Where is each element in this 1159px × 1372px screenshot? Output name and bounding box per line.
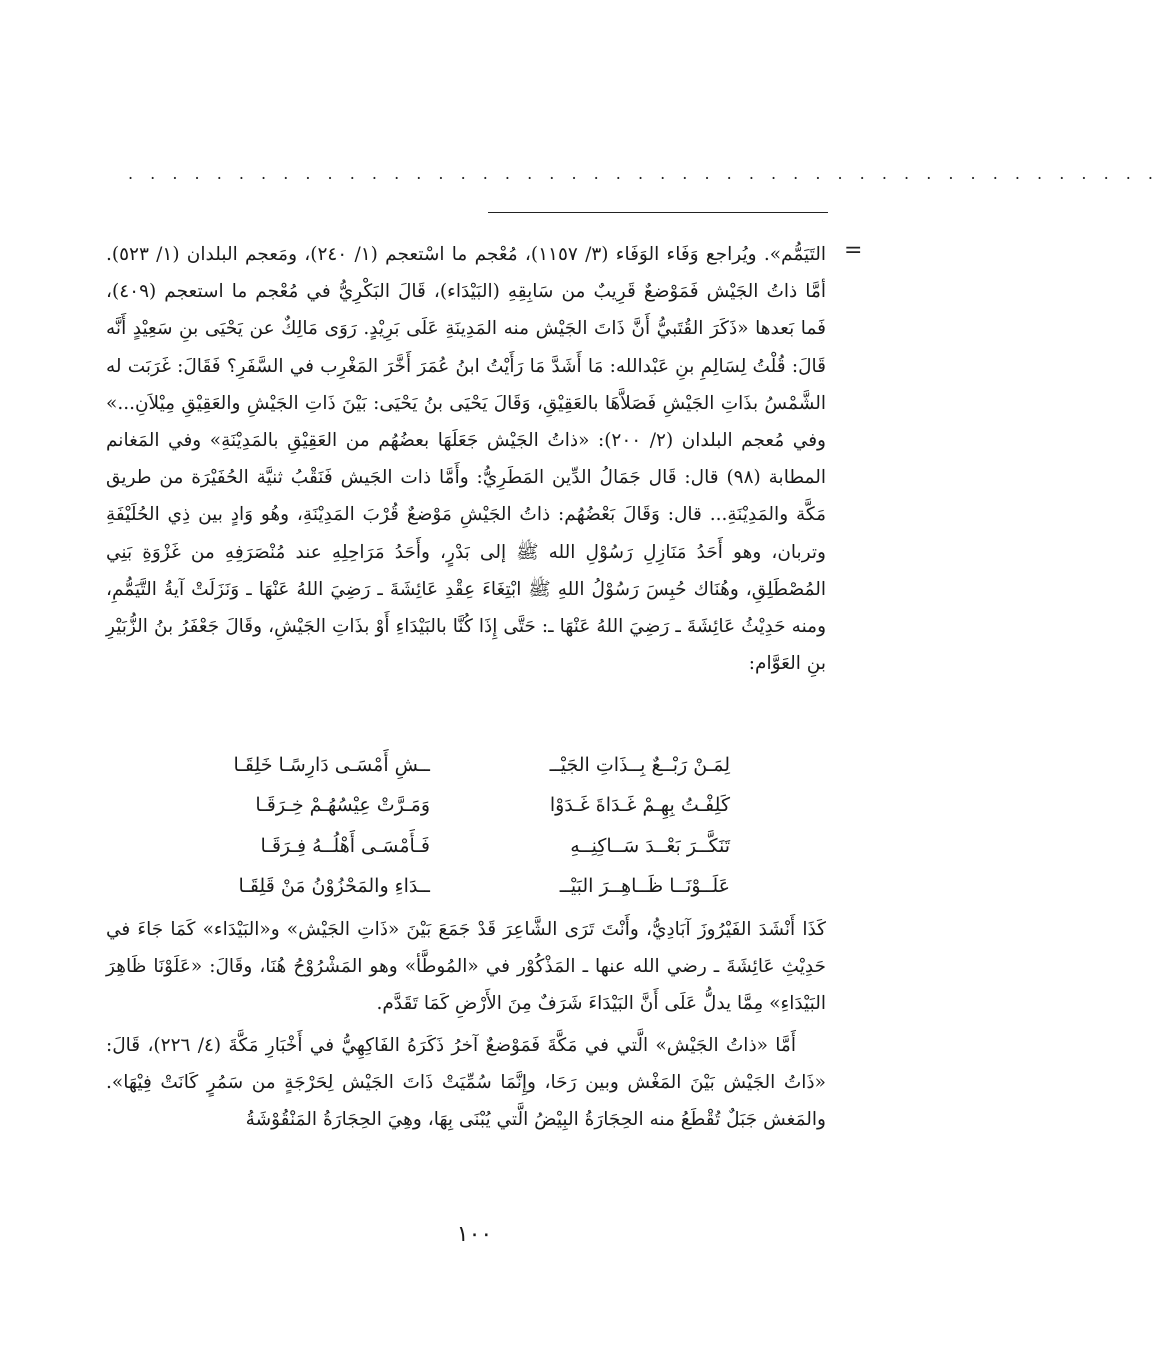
verse-second-hemistich: فَـأَمْسَـى أَهْلُــهُ فِـرَقَـا [260, 835, 430, 857]
verse-second-hemistich: وَمَـرَّتْ عِيْسُهُـمْ خِـرَقَـا [255, 794, 430, 816]
verse-line [180, 867, 730, 905]
verse-first-hemistich: كَلِفْـتُ بِهِـمْ غَـدَاةَ غَـدَوْا [549, 794, 730, 816]
verse-first-hemistich: تَنَكَّــرَ بَعْــدَ سَــاكِنِــهِ [570, 835, 730, 857]
separator-dots: . . . . . . . . . . . . . . . . . . . . . . . . . . . . . . . . . . . . . . . . . . . . . . . [128, 164, 1159, 183]
footnote-body-continued [106, 911, 826, 1138]
continuation-mark: = [844, 238, 863, 263]
verse-line [180, 827, 730, 865]
verse-line [180, 746, 730, 784]
verse-first-hemistich: عَلَــوْنَــا ظَــاهِــرَ البَيْــ [559, 875, 730, 897]
page-number: ١٠٠ [456, 1222, 493, 1247]
verse-line [180, 786, 730, 824]
verse-first-hemistich: لِمَـنْ رَبْــعٌ بِــذَاتِ الجَيْــ [549, 754, 730, 776]
footnote-body [106, 236, 826, 682]
footnote-paragraph: التَيَمُّم». ويُراجع وَفَاء الوَفَاء (٣/ ١١٥٧)، مُعْجم ما اسْتعجم (١/ ٢٤٠)، ومَعجم البلدان (١/ ٥٢٣). أمَّا ذاتُ الجَيْش فَمَوْضعٌ قَرِيبٌ من سَابِقِهِ (البَيْدَاء)، قَالَ البَكْرِيُّ في مُعْجم ما استعجم (٤٠٩)، فَما بَعدها «ذَكَرَ القُتَبيُّ أَنَّ ذَاتَ الجَيْش منه المَدِينَةِ عَلَى بَرِيْدٍ. رَوَى مَالِكٌ عن يَحْيَى بنِ سَعِيْدٍ أَنَّه قَالَ: قُلْتُ لِسَالِمِ بنِ عَبْدالله: مَا أَشَدَّ مَا رَأَيْتُ ابنُ عُمَرَ أَخَّرَ المَغْرِب في السَّفَرِ؟ فَقَالَ: غَرَبَت له الشَّمْسُ بذَاتِ الجَيْشِ فَصَلاَّهَا بالعَقِيْقِ، وَقَالَ يَحْيَى بنُ يَحْيَى: بَيْنَ ذَاتِ الجَيْشِ والعَقِيْقِ مِيْلاَنِ...» وفي مُعجم البلدان (٢/ ٢٠٠): «ذاتُ الجَيْش جَعَلَهَا بعضُهُم من العَقِيْقِ بالمَدِيْنَةِ» وفي المَغانم المطابة (٩٨) قال: قَال جَمَالُ الدِّين المَطَرِيُّ: وأَمَّا ذات الجَيش فَنَقْبُ ثنيَّة الحُفَيْرَة من طريق مَكَّة والمَدِيْنَةِ... قال: وَقَالَ بَعْضُهُم: ذاتُ الجَيْشِ مَوْضعٌ قُرْبَ المَدِيْنَةِ، وهُو وَادٍ بين ذِي الحُلَيْفَةِ وتربان، وهو أَحَدُ مَنَازِلِ رَسُوْلِ الله ﷺ إلى بَدْرٍ، وأَحَدُ مَرَاحِلِهِ عند مُنْصَرَفِهِ من غَزْوَةِ بَنِي المُصْطَلِقِ، وهُنَاك حُبِسَ رَسُوْلُ اللهِ ﷺ ابْتِغَاءَ عِقْدِ عَائِشَةَ ـ رَضِيَ اللهُ عَنْهَا ـ وَنَزَلَتْ آيةُ التَّيَمُّمِ، ومنه حَدِيْثُ عَائِشَةَ ـ رَضِيَ اللهُ عَنْهَا ـ: حَتَّى إِذَا كُنَّا بالبَيْدَاءِ أَوْ بذَاتِ الجَيْشِ، وقَالَ جَعْفَرُ بنُ الزُّبَيْرِ بنِ العَوَّام: [106, 244, 826, 675]
footnote-rule [488, 212, 828, 213]
verse-second-hemistich: ــشِ أَمْسَـى دَارِسًـا خَلِقَـا [233, 754, 430, 776]
footnote-paragraph: كَذَا أَنْشَدَ الفَيْرُوزَ آبَادِيُّ، وأَنْتَ تَرَى الشَّاعِرَ قَدْ جَمَعَ بَيْنَ «ذَاتِ الجَيْش» و«البَيْدَاء» كَمَا جَاءَ في حَدِيْثِ عَائِشَةَ ـ رضي الله عنها ـ المَذْكُوْر في «المُوطَّأ» وهو المَشْرُوْحُ هُنَا، وقَالَ: «عَلَوْنَا ظَاهِرَ البَيْدَاءِ» مِمَّا يدلُّ عَلَى أَنَّ البَيْدَاءَ شَرَفٌ مِنَ الأَرْضِ كَمَا تَقَدَّم. [106, 919, 826, 1015]
footnote-paragraph: أَمَّا «ذاتُ الجَيْش» الَّتي في مَكَّةَ فَمَوْضعٌ آخرُ ذَكَرَهُ الفَاكِهِيُّ في أَخْبَارِ مَكَّةَ (٤/ ٢٢٦)، قَالَ: «ذَاتُ الجَيْش بَيْنَ المَغْش وبين رَحَا، وإِنَّمَا سُمِّيَتْ ذَاتَ الجَيْش لِحَرْجَةٍ من سَمُرٍ كَانَتْ فِيْهَا». والمَغش جَبَلٌ تُقْطَعُ منه الحِجَارَةُ البِيْضُ الَّتي يُبْنَى بِهَا، وهِيَ الحِجَارَةُ المَنْقُوْشَةُ [106, 1034, 826, 1131]
verse-second-hemistich: ــدَاءِ والمَحْزُوْنُ مَنْ قَلِقَـا [238, 875, 430, 897]
